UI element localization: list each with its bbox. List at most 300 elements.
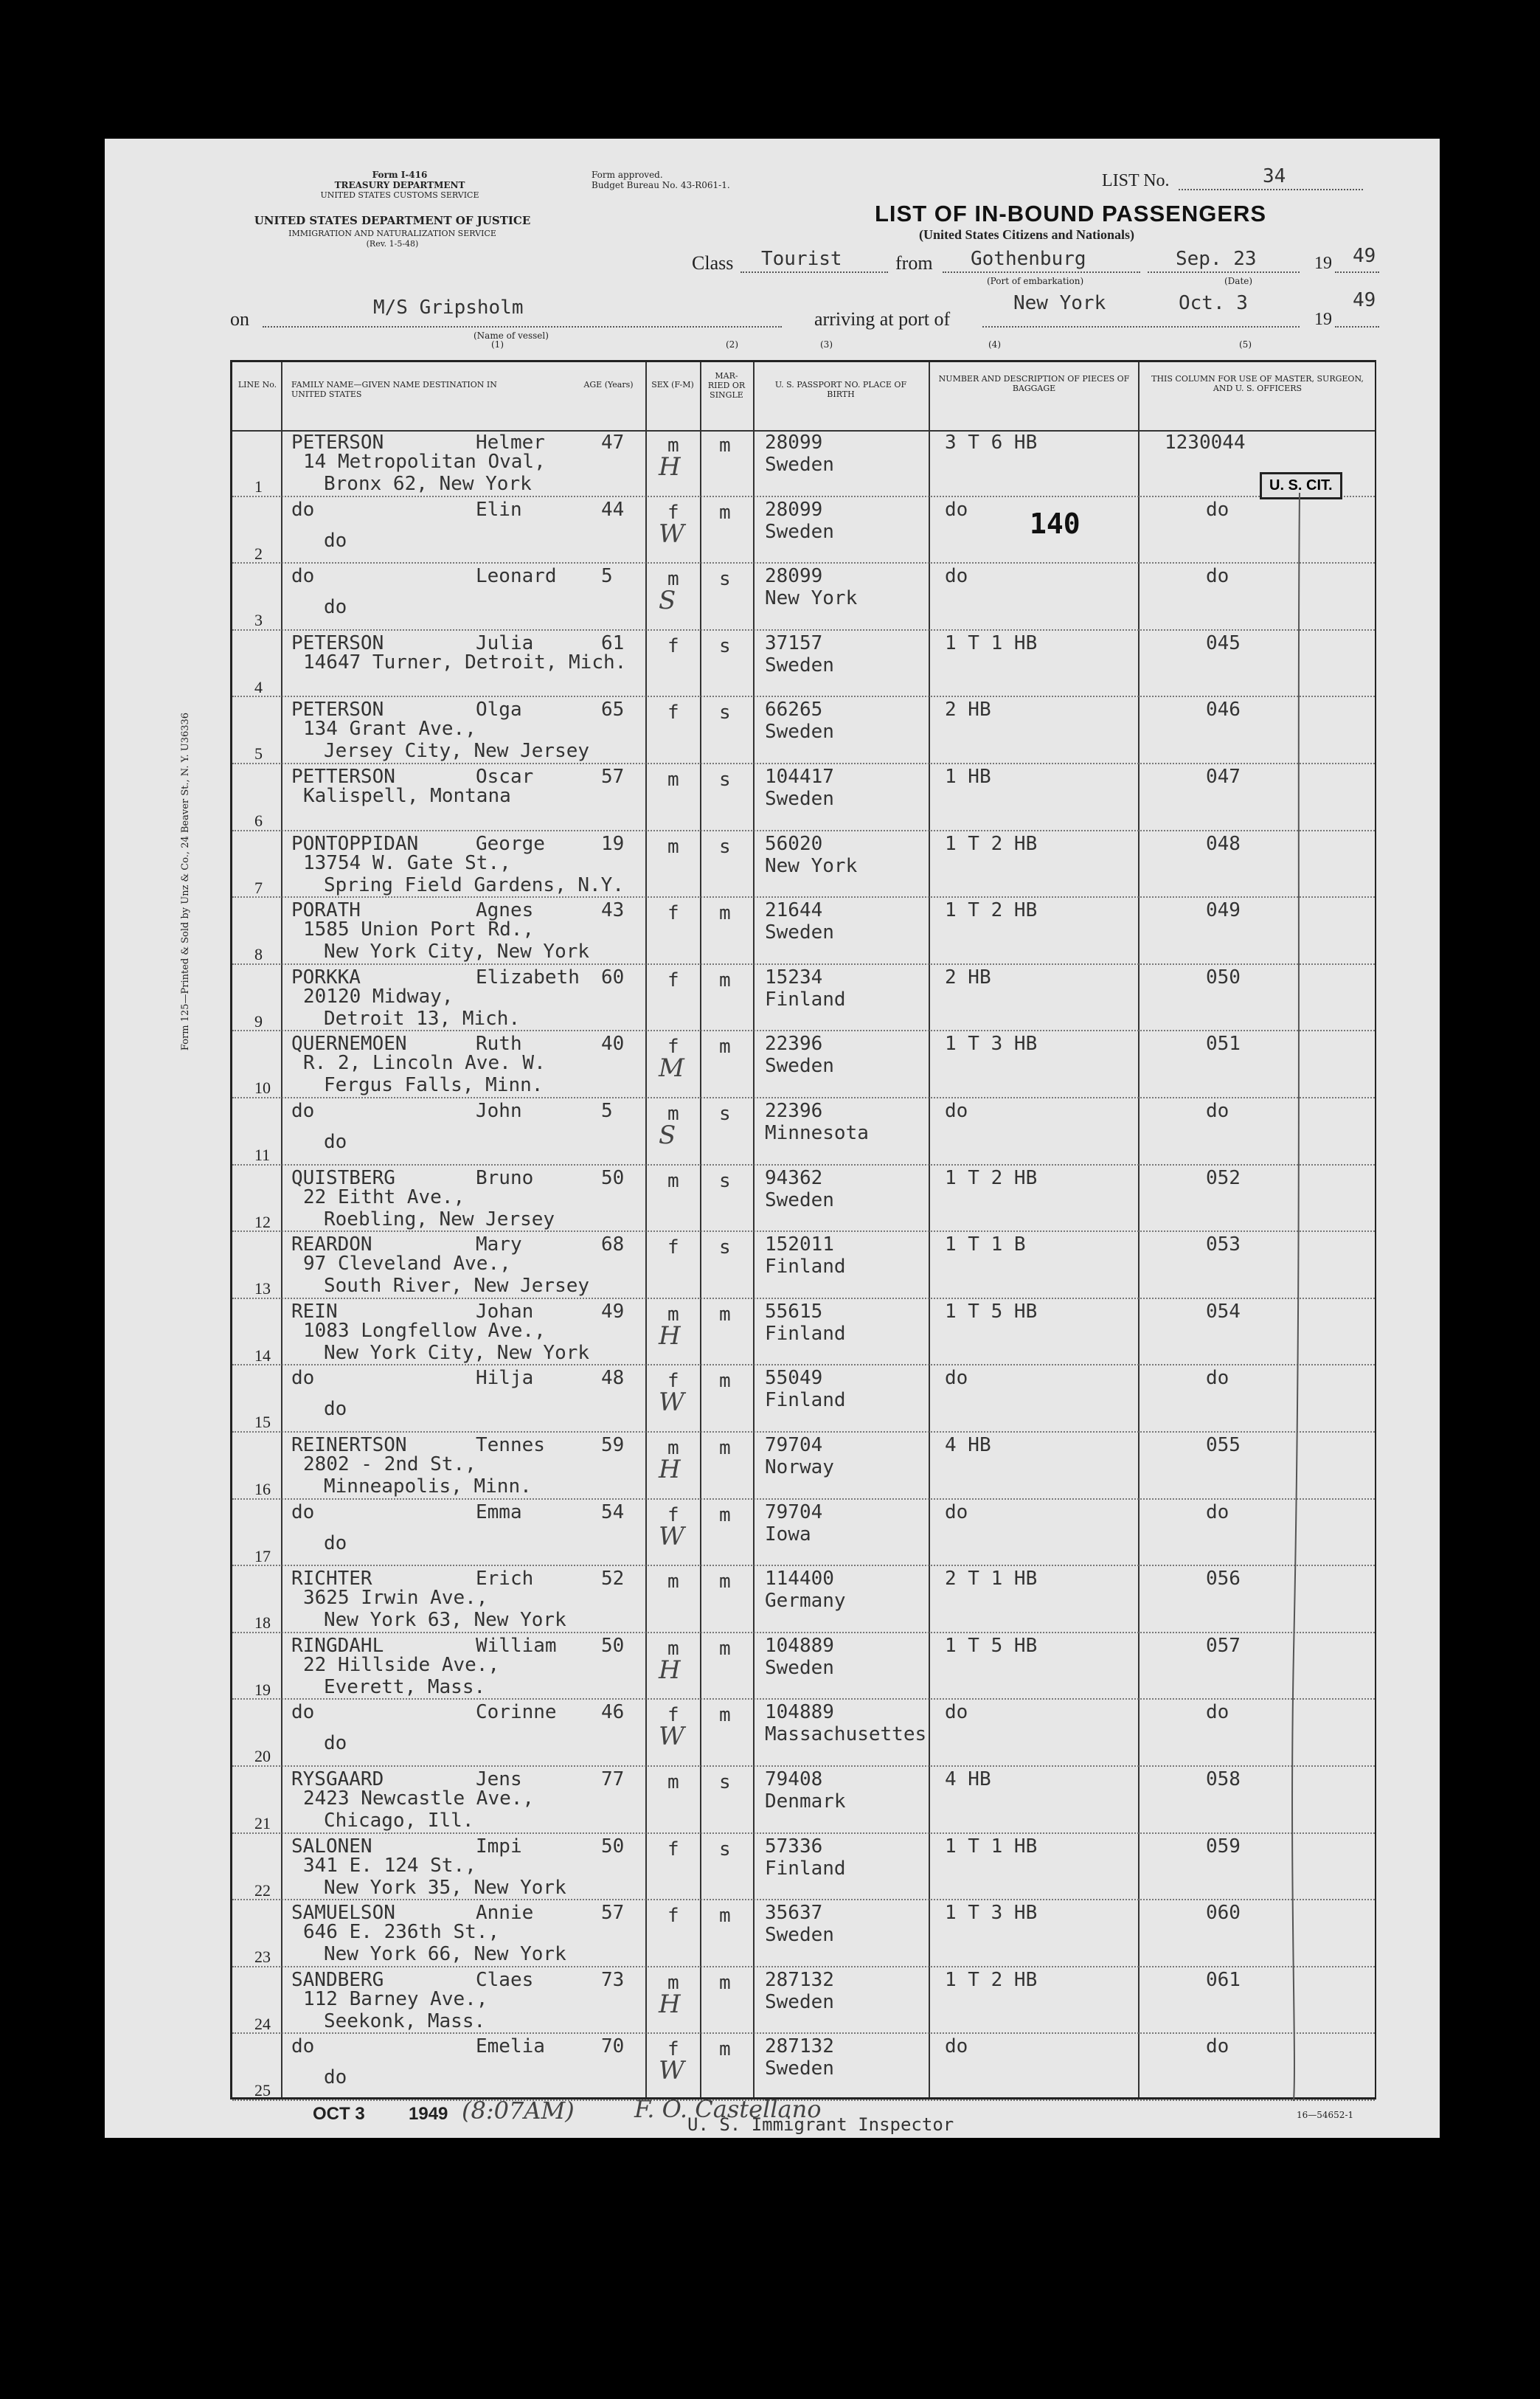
- passport-number: 57336: [765, 1835, 823, 1858]
- officer-entry: 048: [1206, 832, 1241, 855]
- destination-line-1: 2423 Newcastle Ave.,: [303, 1787, 535, 1810]
- destination-line-2: Chicago, Ill.: [324, 1810, 474, 1832]
- age: 44: [601, 498, 625, 521]
- destination-line-2: Bronx 62, New York: [324, 473, 532, 495]
- officer-entry: 047: [1206, 766, 1241, 788]
- officer-entry: 050: [1206, 966, 1241, 989]
- marital-status: m: [719, 1905, 731, 1928]
- family-name: PETERSON: [291, 432, 384, 454]
- officer-entry: 060: [1206, 1902, 1241, 1925]
- baggage: 1 T 1 B: [945, 1233, 1026, 1256]
- place-of-birth: Sweden: [765, 921, 834, 944]
- baggage: 3 T 6 HB: [945, 432, 1038, 454]
- officer-entry: 055: [1206, 1434, 1241, 1456]
- marital-status: m: [719, 969, 731, 991]
- family-name: SAMUELSON: [291, 1902, 395, 1925]
- baggage: do: [945, 1367, 968, 1390]
- place-of-birth: Finland: [765, 1857, 846, 1880]
- passport-number: 22396: [765, 1100, 823, 1122]
- passport-number: 28099: [765, 565, 823, 588]
- place-of-birth: Sweden: [765, 788, 834, 810]
- pencil-annotation: H: [659, 1455, 681, 1484]
- marital-status: s: [719, 1169, 731, 1192]
- officer-entry: 1230044: [1165, 432, 1246, 454]
- passport-number: 79704: [765, 1434, 823, 1456]
- line-number: 16: [254, 1480, 271, 1498]
- place-of-birth: Sweden: [765, 1055, 834, 1078]
- age: 73: [601, 1968, 625, 1991]
- officer-entry: 049: [1206, 899, 1241, 922]
- family-name: SANDBERG: [291, 1968, 384, 1991]
- officer-entry: 053: [1206, 1233, 1241, 1256]
- passport-number: 55615: [765, 1300, 823, 1323]
- header-line-no: LINE No.: [237, 380, 277, 390]
- place-of-birth: Iowa: [765, 1523, 811, 1545]
- officer-entry: 057: [1206, 1634, 1241, 1657]
- sex: m: [667, 435, 679, 457]
- baggage: do: [945, 1701, 968, 1724]
- list-no-label: LIST No.: [1102, 171, 1170, 190]
- line-number: 1: [254, 477, 263, 496]
- family-name: do: [291, 1100, 315, 1122]
- header-sex: SEX (F-M): [651, 380, 694, 390]
- passport-number: 55049: [765, 1367, 823, 1390]
- destination-line-2: South River, New Jersey: [324, 1275, 590, 1298]
- line-number: 11: [254, 1146, 271, 1164]
- destination-line-1: 22 Hillside Ave.,: [303, 1653, 500, 1676]
- baggage: 1 T 2 HB: [945, 1166, 1038, 1189]
- passport-number: 114400: [765, 1568, 834, 1590]
- pencil-annotation: H: [659, 1989, 681, 2019]
- destination-line-2: Roebling, New Jersey: [324, 1208, 555, 1230]
- place-of-birth: Finland: [765, 1389, 846, 1412]
- destination-line-1: do: [324, 2066, 347, 2089]
- pencil-annotation: H: [659, 452, 681, 482]
- baggage: 1 T 3 HB: [945, 1033, 1038, 1056]
- sex: f: [667, 1905, 679, 1928]
- batch-number-stamp: 140: [1030, 508, 1081, 540]
- marital-status: m: [719, 501, 731, 524]
- baggage: 1 T 1 HB: [945, 1835, 1038, 1858]
- sex: m: [667, 1103, 679, 1125]
- place-of-birth: Finland: [765, 1322, 846, 1345]
- officer-entry: 059: [1206, 1835, 1241, 1858]
- arrival-year: 49: [1353, 289, 1376, 311]
- destination-line-2: New York 66, New York: [324, 1943, 566, 1966]
- place-of-birth: Norway: [765, 1456, 834, 1478]
- pencil-annotation: S: [659, 586, 676, 616]
- given-name: Ruth: [476, 1033, 522, 1056]
- place-of-birth: New York: [765, 854, 858, 877]
- given-name: Oscar: [476, 766, 534, 788]
- embark-date: Sep. 23: [1176, 248, 1257, 270]
- given-name: Mary: [476, 1233, 522, 1256]
- line-number: 17: [254, 1546, 271, 1565]
- place-of-birth: Sweden: [765, 2057, 834, 2080]
- header-passport: U. S. PASSPORT NO. PLACE OF BIRTH: [774, 380, 907, 399]
- baggage: 4 HB: [945, 1768, 991, 1790]
- family-name: PORATH: [291, 899, 361, 922]
- given-name: Claes: [476, 1968, 534, 1991]
- justice-dept: UNITED STATES DEPARTMENT OF JUSTICE: [254, 214, 531, 227]
- sex: f: [667, 702, 679, 724]
- pencil-annotation: W: [659, 2056, 684, 2086]
- page-subtitle: (United States Citizens and Nationals): [919, 227, 1135, 242]
- baggage: 2 T 1 HB: [945, 1568, 1038, 1590]
- age: 57: [601, 766, 625, 788]
- place-of-birth: Denmark: [765, 1790, 846, 1813]
- vessel-caption: (Name of vessel): [474, 330, 549, 341]
- place-of-birth: Finland: [765, 988, 846, 1011]
- family-name: PETERSON: [291, 631, 384, 654]
- line-number: 23: [254, 1948, 271, 1967]
- destination-line-2: Seekonk, Mass.: [324, 2009, 486, 2032]
- line-number: 9: [254, 1011, 263, 1031]
- col-number: (4): [988, 339, 1001, 350]
- arriving-label: arriving at port of: [814, 308, 951, 330]
- marital-status: s: [719, 1838, 731, 1860]
- from-label: from: [895, 252, 933, 274]
- inspector-signature: F. O. Castellano: [634, 2095, 822, 2123]
- baggage: 1 T 5 HB: [945, 1300, 1038, 1323]
- passport-number: 152011: [765, 1233, 834, 1256]
- baggage: do: [945, 1500, 968, 1523]
- destination-line-1: 97 Cleveland Ave.,: [303, 1253, 511, 1275]
- line-number: 18: [254, 1613, 271, 1633]
- passport-number: 94362: [765, 1166, 823, 1189]
- baggage: 2 HB: [945, 699, 991, 721]
- class-label: Class: [692, 252, 734, 274]
- officer-entry: do: [1206, 565, 1229, 588]
- marital-status: s: [719, 568, 731, 591]
- family-name: do: [291, 1701, 315, 1724]
- col-number: (3): [820, 339, 833, 350]
- place-of-birth: Sweden: [765, 520, 834, 543]
- marital-status: s: [719, 1103, 731, 1125]
- family-name: REIN: [291, 1300, 338, 1323]
- sex: m: [667, 1303, 679, 1326]
- baggage: 1 T 5 HB: [945, 1634, 1038, 1657]
- officer-entry: do: [1206, 1100, 1229, 1122]
- passport-number: 79704: [765, 1500, 823, 1523]
- age: 5: [601, 565, 613, 588]
- arrival-port: New York: [1013, 292, 1106, 314]
- sex: f: [667, 1503, 679, 1526]
- destination-line-1: do: [324, 529, 347, 552]
- passport-number: 15234: [765, 966, 823, 989]
- age: 48: [601, 1367, 625, 1390]
- family-name: SALONEN: [291, 1835, 372, 1858]
- ins-service: IMMIGRATION AND NATURALIZATION SERVICE: [288, 229, 496, 238]
- marital-status: s: [719, 835, 731, 858]
- destination-line-1: 3625 Irwin Ave.,: [303, 1587, 488, 1610]
- line-number: 13: [254, 1279, 271, 1298]
- sex: m: [667, 1971, 679, 1994]
- given-name: Erich: [476, 1568, 534, 1590]
- passport-number: 56020: [765, 832, 823, 855]
- destination-line-1: do: [324, 1531, 347, 1554]
- passport-number: 104417: [765, 766, 834, 788]
- baggage: 4 HB: [945, 1434, 991, 1456]
- place-of-birth: Minnesota: [765, 1122, 869, 1144]
- sex: f: [667, 501, 679, 524]
- passport-number: 287132: [765, 2035, 834, 2058]
- marital-status: s: [719, 1771, 731, 1793]
- marital-status: m: [719, 1704, 731, 1727]
- sex: m: [667, 1437, 679, 1459]
- from-value: Gothenburg: [971, 248, 1086, 270]
- age: 50: [601, 1634, 625, 1657]
- place-of-birth: Sweden: [765, 454, 834, 476]
- sex: m: [667, 835, 679, 858]
- vessel-name: M/S Gripsholm: [373, 297, 524, 319]
- age: 50: [601, 1166, 625, 1189]
- age: 68: [601, 1233, 625, 1256]
- destination-line-2: Minneapolis, Minn.: [324, 1475, 532, 1498]
- form-approved: Form approved.: [592, 170, 663, 180]
- given-name: Elizabeth: [476, 966, 580, 989]
- passenger-manifest-page: [105, 139, 1440, 2138]
- officer-entry: do: [1206, 1500, 1229, 1523]
- destination-line-2: New York City, New York: [324, 1341, 590, 1364]
- officer-entry: 054: [1206, 1300, 1241, 1323]
- line-number: 8: [254, 945, 263, 964]
- given-name: William: [476, 1634, 557, 1657]
- given-name: Bruno: [476, 1166, 534, 1189]
- family-name: do: [291, 2035, 315, 2058]
- destination-line-1: 341 E. 124 St.,: [303, 1854, 476, 1877]
- family-name: QUERNEMOEN: [291, 1033, 407, 1056]
- place-of-birth: Germany: [765, 1590, 846, 1613]
- place-of-birth: Sweden: [765, 721, 834, 744]
- line-number: 2: [254, 544, 263, 563]
- age: 46: [601, 1701, 625, 1724]
- port-caption: (Port of embarkation): [987, 276, 1084, 286]
- age: 19: [601, 832, 625, 855]
- passport-number: 28099: [765, 432, 823, 454]
- given-name: Helmer: [476, 432, 545, 454]
- officer-entry: 058: [1206, 1768, 1241, 1790]
- officer-entry: 045: [1206, 631, 1241, 654]
- given-name: Elin: [476, 498, 522, 521]
- destination-line-1: do: [324, 1398, 347, 1421]
- family-name: do: [291, 565, 315, 588]
- age: 59: [601, 1434, 625, 1456]
- age: 49: [601, 1300, 625, 1323]
- marital-status: m: [719, 2038, 731, 2061]
- line-number: 14: [254, 1346, 271, 1365]
- line-number: 6: [254, 811, 263, 830]
- destination-line-2: Detroit 13, Mich.: [324, 1007, 521, 1030]
- given-name: Corinne: [476, 1701, 557, 1724]
- passport-number: 37157: [765, 631, 823, 654]
- destination-line-1: Kalispell, Montana: [303, 785, 511, 807]
- destination-line-1: R. 2, Lincoln Ave. W.: [303, 1052, 546, 1075]
- embark-year: 49: [1353, 245, 1376, 267]
- sex: m: [667, 1571, 679, 1593]
- age: 60: [601, 966, 625, 989]
- given-name: Olga: [476, 699, 522, 721]
- destination-line-1: 13754 W. Gate St.,: [303, 851, 511, 874]
- line-number: 7: [254, 878, 263, 897]
- family-name: PETERSON: [291, 699, 384, 721]
- marital-status: s: [719, 634, 731, 657]
- header-age: AGE (Years): [583, 380, 634, 390]
- sex: m: [667, 1169, 679, 1192]
- pencil-annotation: H: [659, 1655, 681, 1685]
- treasury-dept: TREASURY DEPARTMENT: [334, 180, 465, 190]
- sex: m: [667, 1771, 679, 1793]
- footer-year: 1949: [409, 2104, 448, 2124]
- officer-entry: 056: [1206, 1568, 1241, 1590]
- line-number: 19: [254, 1680, 271, 1699]
- sex: f: [667, 1370, 679, 1393]
- destination-line-1: 22 Eitht Ave.,: [303, 1185, 465, 1208]
- family-name: REARDON: [291, 1233, 372, 1256]
- pencil-annotation: W: [659, 1388, 684, 1418]
- budget-bureau: Budget Bureau No. 43-R061-1.: [592, 180, 730, 190]
- col-number: (5): [1239, 339, 1252, 350]
- given-name: Johan: [476, 1300, 534, 1323]
- sex: f: [667, 969, 679, 991]
- baggage: 1 HB: [945, 766, 991, 788]
- family-name: QUISTBERG: [291, 1166, 395, 1189]
- arrival-date: Oct. 3: [1179, 292, 1248, 314]
- line-number: 24: [254, 2014, 271, 2033]
- pencil-annotation: S: [659, 1121, 676, 1150]
- passport-number: 287132: [765, 1968, 834, 1991]
- marital-status: m: [719, 1303, 731, 1326]
- sex: f: [667, 2038, 679, 2061]
- destination-line-2: Jersey City, New Jersey: [324, 740, 590, 763]
- family-name: PETTERSON: [291, 766, 395, 788]
- sex: m: [667, 1637, 679, 1660]
- date-caption: (Date): [1224, 276, 1253, 286]
- us-citizen-stamp: U. S. CIT.: [1260, 472, 1342, 499]
- age: 57: [601, 1902, 625, 1925]
- officer-entry: 046: [1206, 699, 1241, 721]
- marital-status: s: [719, 702, 731, 724]
- page-title: LIST OF IN-BOUND PASSENGERS: [875, 201, 1267, 226]
- destination-line-1: 20120 Midway,: [303, 985, 454, 1008]
- marital-status: s: [719, 1236, 731, 1259]
- officer-entry: do: [1206, 1701, 1229, 1724]
- passport-number: 21644: [765, 899, 823, 922]
- marital-status: m: [719, 1971, 731, 1994]
- given-name: Emelia: [476, 2035, 545, 2058]
- destination-line-1: do: [324, 596, 347, 619]
- destination-line-2: New York 63, New York: [324, 1609, 566, 1632]
- passport-number: 66265: [765, 699, 823, 721]
- family-name: RICHTER: [291, 1568, 372, 1590]
- list-no-value: 34: [1263, 165, 1286, 187]
- header-name: FAMILY NAME—GIVEN NAME DESTINATION IN UNITED STATES: [291, 380, 497, 399]
- destination-line-1: 2802 - 2nd St.,: [303, 1453, 476, 1475]
- destination-line-1: 134 Grant Ave.,: [303, 718, 476, 741]
- sex: f: [667, 1236, 679, 1259]
- given-name: Jens: [476, 1768, 522, 1790]
- given-name: Hilja: [476, 1367, 534, 1390]
- form-number: Form I-416: [372, 170, 428, 180]
- passport-number: 35637: [765, 1902, 823, 1925]
- age: 54: [601, 1500, 625, 1523]
- family-name: REINERTSON: [291, 1434, 407, 1456]
- sex: m: [667, 769, 679, 791]
- pencil-annotation: W: [659, 1521, 684, 1551]
- destination-line-2: Spring Field Gardens, N.Y.: [324, 873, 624, 896]
- footer-code: 16—54652-1: [1297, 2110, 1354, 2120]
- family-name: RYSGAARD: [291, 1768, 384, 1790]
- marital-status: m: [719, 1637, 731, 1660]
- sex: f: [667, 902, 679, 925]
- printer-credit: Form 125—Printed & Sold by Unz & Co., 24 Beaver St., N. Y. U36336: [180, 712, 191, 1051]
- baggage: do: [945, 1100, 968, 1122]
- line-number: 22: [254, 1880, 271, 1900]
- destination-line-2: Everett, Mass.: [324, 1675, 486, 1698]
- line-number: 10: [254, 1079, 271, 1098]
- officer-entry: do: [1206, 498, 1229, 521]
- age: 65: [601, 699, 625, 721]
- place-of-birth: Finland: [765, 1256, 846, 1278]
- sex: f: [667, 1704, 679, 1727]
- destination-line-1: do: [324, 1732, 347, 1755]
- line-number: 25: [254, 2081, 271, 2100]
- footer-date: OCT 3: [313, 2104, 365, 2124]
- place-of-birth: Sweden: [765, 1656, 834, 1679]
- age: 47: [601, 432, 625, 454]
- baggage: 1 T 2 HB: [945, 1968, 1038, 1991]
- destination-line-1: 14647 Turner, Detroit, Mich.: [303, 651, 627, 674]
- given-name: Tennes: [476, 1434, 545, 1456]
- footer-time: (8:07AM): [462, 2097, 575, 2125]
- place-of-birth: Sweden: [765, 1188, 834, 1211]
- passport-number: 104889: [765, 1701, 834, 1724]
- age: 43: [601, 899, 625, 922]
- baggage: 2 HB: [945, 966, 991, 989]
- officer-entry: 051: [1206, 1033, 1241, 1056]
- form-revision: (Rev. 1-5-48): [366, 239, 419, 249]
- header-officers: THIS COLUMN FOR USE OF MASTER, SURGEON, AND U. S. OFFICERS: [1151, 374, 1364, 393]
- destination-line-1: 1083 Longfellow Ave.,: [303, 1319, 546, 1342]
- marital-status: m: [719, 1437, 731, 1459]
- given-name: Impi: [476, 1835, 522, 1858]
- on-label: on: [230, 308, 249, 330]
- line-number: 20: [254, 1747, 271, 1766]
- officer-entry: 061: [1206, 1968, 1241, 1991]
- header-married: MAR-RIED OR SINGLE: [707, 371, 746, 400]
- sex: f: [667, 1036, 679, 1059]
- line-number: 3: [254, 611, 263, 630]
- place-of-birth: Sweden: [765, 1990, 834, 2013]
- age: 70: [601, 2035, 625, 2058]
- place-of-birth: Massachusettes: [765, 1723, 927, 1746]
- line-number: 15: [254, 1413, 271, 1432]
- age: 61: [601, 631, 625, 654]
- destination-line-1: 112 Barney Ave.,: [303, 1987, 488, 2010]
- family-name: do: [291, 1500, 315, 1523]
- passport-number: 22396: [765, 1033, 823, 1056]
- age: 77: [601, 1768, 625, 1790]
- passport-number: 28099: [765, 498, 823, 521]
- sex: f: [667, 634, 679, 657]
- age: 50: [601, 1835, 625, 1858]
- sex: m: [667, 568, 679, 591]
- officer-entry: 052: [1206, 1166, 1241, 1189]
- family-name: PORKKA: [291, 966, 361, 989]
- destination-line-1: 646 E. 236th St.,: [303, 1921, 500, 1944]
- given-name: John: [476, 1100, 522, 1122]
- baggage: 1 T 2 HB: [945, 899, 1038, 922]
